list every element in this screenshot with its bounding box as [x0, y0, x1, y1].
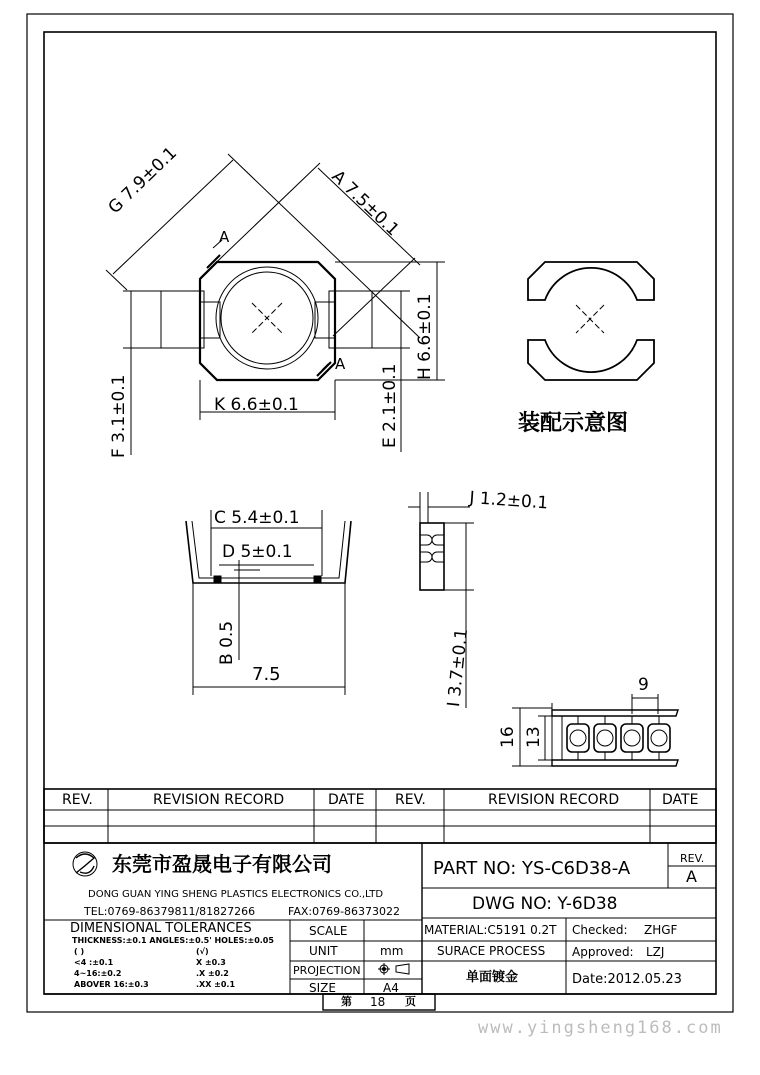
tolerance-right-2: .X ±0.2 [196, 969, 229, 978]
drawing-number: DWG NO: Y-6D38 [472, 894, 618, 914]
tolerance-left-3: ABOVER 16:±0.3 [74, 980, 149, 989]
checked-label: Checked: [572, 923, 628, 937]
dim-i-label: I 3.7±0.1 [444, 627, 473, 708]
approved-value: LZJ [646, 945, 665, 959]
assembly-sketch [528, 262, 654, 380]
watermark-url: www.yingsheng168.com [478, 1018, 723, 1038]
part-number: PART NO: YS-C6D38-A [433, 858, 631, 879]
drawing-date: Date:2012.05.23 [572, 972, 682, 987]
strip-unit-ring-3 [624, 730, 640, 746]
strip-unit-ring-1 [570, 730, 586, 746]
plating-value: 单面镀金 [466, 970, 519, 985]
strip-unit-ring-2 [597, 730, 613, 746]
dim-h-label: H 6.6±0.1 [415, 293, 435, 380]
tolerance-right-1: X ±0.3 [196, 958, 226, 967]
projection-label: PROJECTION [293, 964, 361, 977]
dim-a-label: A 7.5±0.1 [327, 166, 403, 241]
approved-label: Approved: [572, 945, 634, 959]
strip-height-13-label: 13 [524, 726, 544, 748]
dim-b-label: B 0.5 [217, 620, 237, 665]
page-number: 18 [370, 995, 386, 1009]
dim-d-label: D 5±0.1 [222, 542, 293, 562]
date-header-1: DATE [328, 792, 365, 808]
dim-f-label: F 3.1±0.1 [109, 374, 129, 458]
date-header-2: DATE [662, 792, 699, 808]
page-prefix: 第 [341, 995, 352, 1008]
size-label: SIZE [309, 981, 336, 995]
revision-record-header-2: REVISION RECORD [488, 792, 620, 808]
rev-value: A [686, 867, 697, 886]
page-suffix: 页 [405, 995, 416, 1008]
dim-e-label: E 2.1±0.1 [380, 363, 400, 448]
dim-c-label: C 5.4±0.1 [214, 508, 300, 528]
size-value: A4 [383, 981, 399, 995]
section-mark-a-top: A [219, 228, 230, 246]
checked-value: ZHGF [644, 923, 678, 937]
section-mark-a-bottom: A [335, 355, 346, 373]
unit-value: mm [380, 944, 404, 958]
dim-j-label: J 1.2±0.1 [468, 488, 549, 514]
tolerances-title: DIMENSIONAL TOLERANCES [70, 921, 252, 936]
rev-label: REV. [680, 852, 705, 865]
assembly-caption: 装配示意图 [518, 411, 629, 436]
surface-process-label: SURACE PROCESS [437, 944, 546, 958]
dim-g-label: G 7.9±0.1 [104, 143, 182, 218]
tolerance-left-0: ( ) [74, 947, 85, 956]
company-tel: TEL:0769-86379811/81827266 [84, 905, 256, 918]
strip-pitch-label: 9 [638, 675, 649, 695]
rev-header-2: REV. [395, 792, 426, 808]
dim-k-label: K 6.6±0.1 [214, 395, 299, 415]
tolerance-right-0: (√) [196, 947, 209, 956]
revision-record-header-1: REVISION RECORD [153, 792, 285, 808]
strip-height-16-label: 16 [498, 726, 518, 748]
tolerance-left-1: <4 :±0.1 [74, 958, 114, 967]
material: MATERIAL:C5191 0.2T [424, 923, 557, 937]
tolerance-left-2: 4~16:±0.2 [74, 969, 122, 978]
tolerance-right-3: .XX ±0.1 [196, 980, 236, 989]
scale-label: SCALE [309, 924, 348, 938]
strip-unit-ring-4 [651, 730, 667, 746]
tolerances-general: THICKNESS:±0.1 ANGLES:±0.5' HOLES:±0.05 [72, 936, 274, 945]
dim-width-label: 7.5 [252, 664, 281, 685]
rev-header-1: REV. [62, 792, 93, 808]
company-name-cn: 东莞市盈晟电子有限公司 [112, 852, 332, 876]
unit-label: UNIT [309, 944, 338, 958]
company-name-en: DONG GUAN YING SHENG PLASTICS ELECTRONICS CO.,LTD [88, 889, 384, 900]
company-fax: FAX:0769-86373022 [288, 905, 401, 918]
